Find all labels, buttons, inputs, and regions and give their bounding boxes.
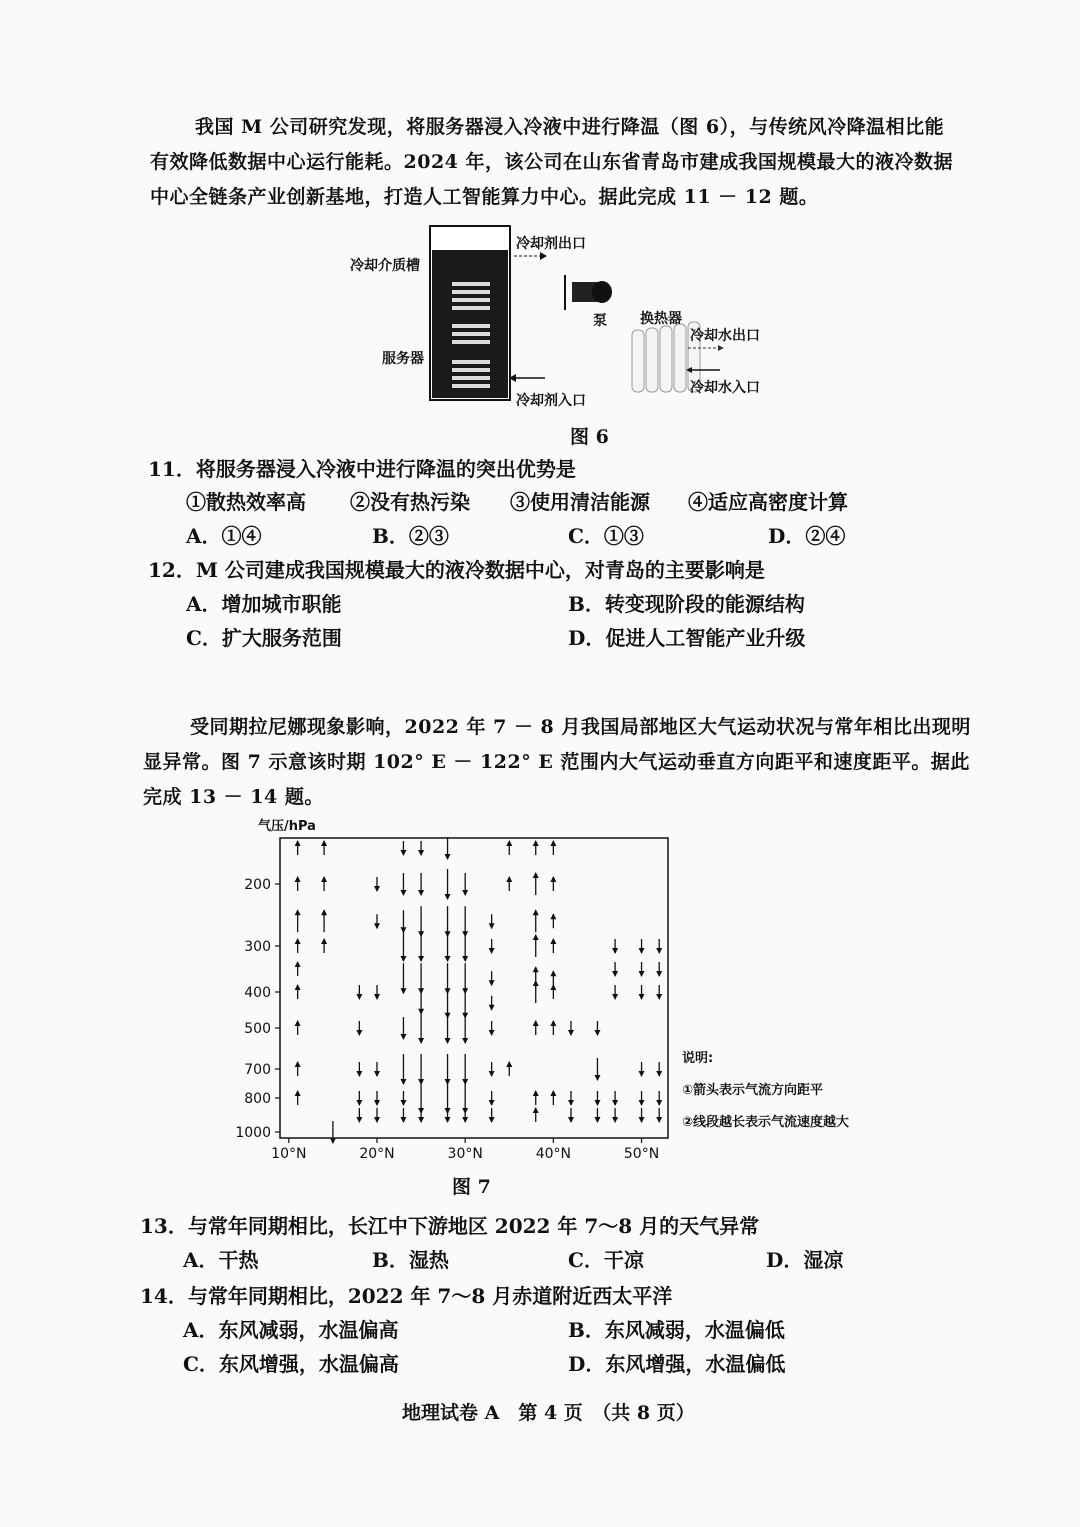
updraft-arrow	[321, 840, 327, 855]
q14-option-a[interactable]: A．东风减弱，水温偏高	[183, 1318, 399, 1342]
updraft-arrow	[550, 876, 556, 891]
updraft-arrow	[295, 961, 301, 976]
downdraft-arrow	[374, 985, 380, 1000]
q14-option-c[interactable]: C．东风增强，水温偏高	[183, 1352, 399, 1376]
updraft-arrow	[533, 1090, 539, 1105]
downdraft-arrow	[400, 841, 406, 856]
downdraft-arrow	[374, 877, 380, 892]
updraft-arrow	[295, 1061, 301, 1076]
updraft-arrow	[295, 984, 301, 999]
updraft-arrow	[550, 1020, 556, 1035]
downdraft-arrow	[639, 1062, 645, 1077]
downdraft-arrow	[489, 1108, 495, 1123]
downdraft-arrow	[639, 962, 645, 977]
downdraft-arrow	[639, 939, 645, 954]
downdraft-arrow	[612, 962, 618, 977]
q11-item: ①散热效率高	[186, 490, 306, 514]
downdraft-arrow	[656, 939, 662, 954]
downdraft-arrow	[462, 931, 468, 962]
downdraft-arrow	[639, 1091, 645, 1106]
downdraft-arrow	[400, 1017, 406, 1040]
updraft-arrow	[321, 909, 327, 932]
y-tick-label: 800	[244, 1091, 271, 1107]
x-tick-label: 30°N	[447, 1146, 483, 1162]
downdraft-arrow	[400, 1091, 406, 1106]
x-tick-label: 20°N	[359, 1146, 395, 1162]
x-tick-label: 50°N	[623, 1146, 660, 1162]
updraft-arrow	[533, 872, 539, 895]
updraft-arrow	[550, 1090, 556, 1105]
downdraft-arrow	[568, 1021, 574, 1036]
q11-option-b[interactable]: B．②③	[372, 524, 449, 548]
notes-title: 说明:	[682, 1051, 714, 1066]
plot-frame	[280, 838, 668, 1138]
q11-option-c[interactable]: C．①③	[568, 524, 644, 548]
y-axis-label: 气压/hPa	[258, 819, 316, 834]
fig6-caption: 图 6	[570, 426, 609, 448]
updraft-arrow	[295, 1090, 301, 1105]
downdraft-arrow	[445, 869, 451, 900]
label-heat-exchanger: 换热器	[640, 311, 682, 327]
downdraft-arrow	[418, 963, 424, 994]
downdraft-arrow	[656, 985, 662, 1000]
downdraft-arrow	[400, 910, 406, 933]
downdraft-arrow	[356, 985, 362, 1000]
q12-option-b[interactable]: B．转变现阶段的能源结构	[568, 592, 805, 616]
downdraft-arrow	[489, 939, 495, 954]
downdraft-arrow	[639, 985, 645, 1000]
downdraft-arrow	[374, 1108, 380, 1123]
downdraft-arrow	[330, 1121, 336, 1144]
q12-stem: 12．M 公司建成我国规模最大的液冷数据中心，对青岛的主要影响是	[148, 558, 765, 582]
updraft-arrow	[533, 1107, 539, 1122]
downdraft-arrow	[400, 873, 406, 896]
downdraft-arrow	[356, 1108, 362, 1123]
downdraft-arrow	[374, 1091, 380, 1106]
downdraft-arrow	[400, 931, 406, 962]
y-tick-label: 200	[244, 877, 271, 893]
q13-option-a[interactable]: A．干热	[183, 1248, 259, 1272]
fig7-caption: 图 7	[452, 1176, 491, 1198]
q11-stem: 11．将服务器浸入冷液中进行降温的突出优势是	[148, 457, 576, 481]
downdraft-arrow	[445, 1054, 451, 1085]
downdraft-arrow	[594, 1021, 600, 1036]
intro1-line1: 我国 M 公司研究发现，将服务器浸入冷液中进行降温（图 6），与传统风冷降温相比能	[195, 116, 945, 138]
label-coolant-in: 冷却剂入口	[516, 393, 586, 409]
label-water-out: 冷却水出口	[690, 328, 760, 344]
downdraft-arrow	[374, 914, 380, 929]
q11-option-d[interactable]: D．②④	[768, 524, 846, 548]
downdraft-arrow	[445, 1108, 451, 1123]
q13-option-d[interactable]: D．湿凉	[766, 1248, 844, 1272]
downdraft-arrow	[418, 1108, 424, 1123]
intro1-line3: 中心全链条产业创新基地，打造人工智能算力中心。据此完成 11 － 12 题。	[150, 186, 819, 208]
updraft-arrow	[550, 938, 556, 953]
x-tick-label: 40°N	[535, 1146, 572, 1162]
q12-option-c[interactable]: C．扩大服务范围	[186, 626, 342, 650]
q11-option-a[interactable]: A．①④	[186, 524, 262, 548]
downdraft-arrow	[445, 1013, 451, 1044]
downdraft-arrow	[374, 1062, 380, 1077]
downdraft-arrow	[612, 1091, 618, 1106]
page-footer: 地理试卷 A 第 4 页 （共 8 页）	[402, 1402, 695, 1424]
downdraft-arrow	[400, 963, 406, 994]
downdraft-arrow	[489, 971, 495, 986]
updraft-arrow	[550, 984, 556, 999]
downdraft-arrow	[489, 914, 495, 929]
updraft-arrow	[550, 913, 556, 928]
downdraft-arrow	[418, 873, 424, 896]
updraft-arrow	[533, 840, 539, 855]
downdraft-arrow	[400, 1108, 406, 1123]
downdraft-arrow	[612, 1108, 618, 1123]
updraft-arrow	[506, 840, 512, 855]
downdraft-arrow	[594, 1091, 600, 1106]
updraft-arrow	[550, 970, 556, 985]
downdraft-arrow	[418, 841, 424, 856]
intro2-line3: 完成 13 － 14 题。	[143, 786, 324, 808]
downdraft-arrow	[612, 985, 618, 1000]
y-tick-label: 1000	[235, 1125, 271, 1141]
q14-option-b[interactable]: B．东风减弱，水温偏低	[568, 1318, 785, 1342]
label-pump: 泵	[593, 313, 607, 329]
downdraft-arrow	[489, 1021, 495, 1036]
label-medium-tank: 冷却介质槽	[350, 258, 420, 274]
q13-option-b[interactable]: B．湿热	[372, 1248, 449, 1272]
downdraft-arrow	[489, 996, 495, 1011]
downdraft-arrow	[612, 939, 618, 954]
downdraft-arrow	[445, 837, 451, 860]
downdraft-arrow	[418, 931, 424, 962]
x-tick-label: 10°N	[271, 1146, 307, 1162]
downdraft-arrow	[356, 1021, 362, 1036]
pump-icon	[565, 275, 612, 310]
q13-stem: 13．与常年同期相比，长江中下游地区 2022 年 7～8 月的天气异常	[140, 1214, 760, 1238]
q12-option-a[interactable]: A．增加城市职能	[186, 592, 342, 616]
label-coolant-out: 冷却剂出口	[516, 236, 586, 252]
updraft-arrow	[533, 980, 539, 1003]
q11-item: ②没有热污染	[350, 490, 470, 514]
q14-option-d[interactable]: D．东风增强，水温偏低	[568, 1352, 786, 1376]
updraft-arrow	[533, 909, 539, 932]
y-tick-label: 500	[244, 1021, 271, 1037]
downdraft-arrow	[418, 992, 424, 1015]
downdraft-arrow	[594, 1108, 600, 1123]
y-tick-label: 400	[244, 985, 271, 1001]
updraft-arrow	[321, 876, 327, 891]
downdraft-arrow	[594, 1058, 600, 1081]
updraft-arrow	[295, 840, 301, 855]
updraft-arrow	[533, 934, 539, 957]
downdraft-arrow	[462, 1108, 468, 1123]
downdraft-arrow	[656, 1062, 662, 1077]
label-water-in: 冷却水入口	[690, 380, 760, 396]
downdraft-arrow	[568, 1108, 574, 1123]
downdraft-arrow	[356, 1091, 362, 1106]
note-2: ②线段越长表示气流速度越大	[682, 1115, 850, 1130]
intro2-line2: 显异常。图 7 示意该时期 102° E － 122° E 范围内大气运动垂直方向距平和速度距平。据此	[143, 751, 970, 773]
q11-item: ③使用清洁能源	[510, 490, 650, 514]
updraft-arrow	[321, 938, 327, 953]
downdraft-arrow	[445, 931, 451, 962]
updraft-arrow	[295, 909, 301, 932]
y-tick-label: 300	[244, 939, 271, 955]
label-server: 服务器	[382, 351, 424, 367]
updraft-arrow	[533, 1020, 539, 1035]
note-1: ①箭头表示气流方向距平	[682, 1083, 824, 1098]
downdraft-arrow	[568, 1091, 574, 1106]
downdraft-arrow	[656, 962, 662, 977]
downdraft-arrow	[639, 1108, 645, 1123]
updraft-arrow	[295, 1020, 301, 1035]
figure-7-chart	[230, 812, 890, 1172]
downdraft-arrow	[418, 1013, 424, 1044]
y-tick-label: 700	[244, 1062, 271, 1078]
intro1-line2: 有效降低数据中心运行能耗。2024 年，该公司在山东省青岛市建成我国规模最大的液冷数据	[150, 151, 953, 173]
downdraft-arrow	[462, 873, 468, 896]
q14-stem: 14．与常年同期相比，2022 年 7～8 月赤道附近西太平洋	[140, 1284, 673, 1308]
downdraft-arrow	[462, 1054, 468, 1085]
downdraft-arrow	[400, 1054, 406, 1085]
q11-item: ④适应高密度计算	[688, 490, 848, 514]
downdraft-arrow	[656, 1108, 662, 1123]
downdraft-arrow	[418, 1054, 424, 1085]
updraft-arrow	[550, 840, 556, 855]
downdraft-arrow	[489, 1062, 495, 1077]
downdraft-arrow	[356, 1062, 362, 1077]
downdraft-arrow	[656, 1091, 662, 1106]
updraft-arrow	[506, 1061, 512, 1076]
q12-option-d[interactable]: D．促进人工智能产业升级	[568, 626, 806, 650]
downdraft-arrow	[489, 1091, 495, 1106]
q13-option-c[interactable]: C．干凉	[568, 1248, 644, 1272]
updraft-arrow	[506, 876, 512, 891]
intro2-line1: 受同期拉尼娜现象影响，2022 年 7 － 8 月我国局部地区大气运动状况与常年相比出现明	[190, 716, 971, 738]
downdraft-arrow	[462, 1013, 468, 1044]
updraft-arrow	[295, 938, 301, 953]
updraft-arrow	[295, 876, 301, 891]
